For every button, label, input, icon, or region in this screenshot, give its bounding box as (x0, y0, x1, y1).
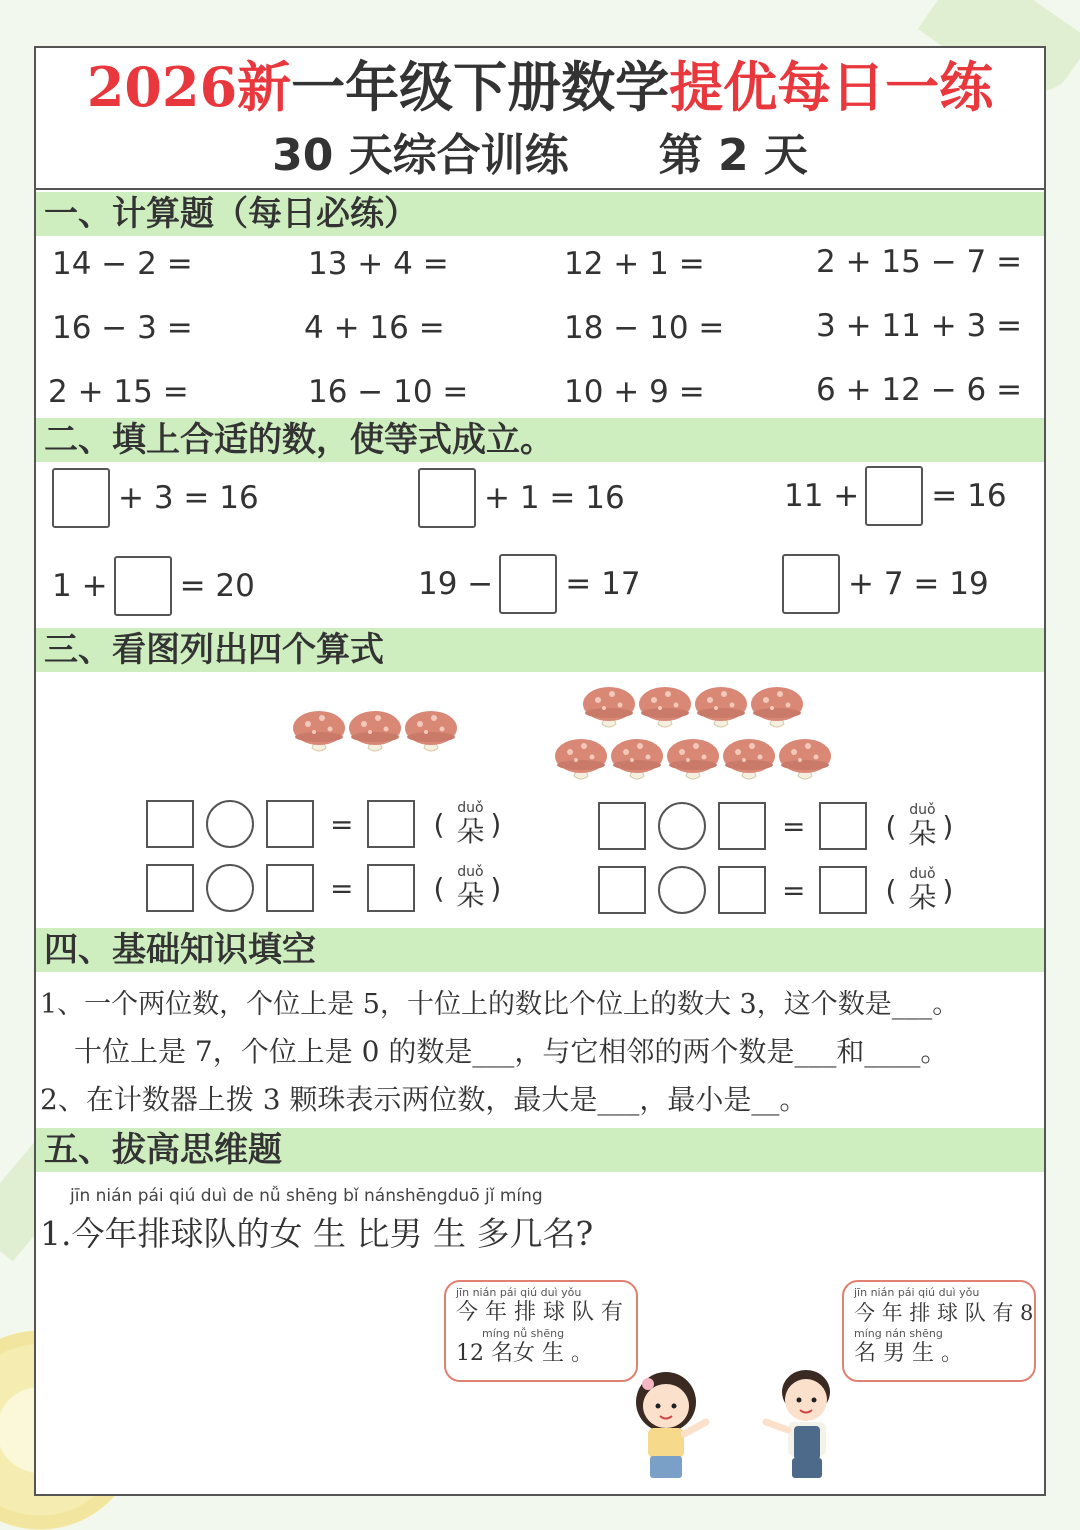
boy-illustration (758, 1364, 848, 1482)
mushroom-icon (292, 704, 346, 758)
page-title (36, 48, 1044, 126)
paren-close: ) (942, 809, 954, 843)
calc-1-2: 13 + 4 = (308, 246, 449, 282)
operator-circle[interactable] (658, 866, 706, 914)
answer-box[interactable] (865, 466, 923, 526)
unit-char: 朵 (456, 815, 485, 848)
calc-2-2: 4 + 16 = (304, 310, 445, 346)
girl-illustration (628, 1370, 718, 1482)
fill-item-1-post: + 3 = 16 (118, 480, 259, 516)
unit-pinyin: duǒ (909, 866, 936, 882)
subtitle-left: 30 天综合训练 (272, 130, 569, 181)
page-subtitle (36, 126, 1044, 186)
number-box[interactable] (146, 800, 194, 848)
unit-label (456, 800, 484, 848)
fill-item-6-post: + 7 = 19 (848, 566, 989, 602)
section3-heading: 三、看图列出四个算式 (36, 628, 1044, 672)
calc-1-1: 14 − 2 = (52, 246, 193, 282)
fill-item-3-post: = 16 (931, 478, 1007, 514)
mushroom-group-right-top (582, 680, 806, 734)
paren-open: ( (885, 809, 897, 843)
fill-blank-line-3: 2、在计数器上拨 3 颗珠表示两位数，最大是___，最小是__。 (40, 1083, 808, 1116)
fill-item-5 (418, 554, 641, 614)
unit-label (456, 864, 484, 912)
mushroom-icon (778, 732, 832, 786)
mushroom-icon (750, 680, 804, 734)
bubble-boy-text-2: 名 男 生 。 (854, 1341, 963, 1366)
bubble-boy-text-1: 今 年 排 球 队 有 8 (854, 1301, 1034, 1325)
unit-char: 朵 (908, 817, 937, 850)
mushroom-icon (694, 680, 748, 734)
equals-sign: = (330, 871, 354, 905)
mushroom-icon (638, 680, 692, 734)
calc-2-1: 16 − 3 = (52, 310, 193, 346)
paren-open: ( (433, 807, 445, 841)
equals-sign: = (782, 873, 806, 907)
paren-close: ) (490, 871, 502, 905)
number-box[interactable] (146, 864, 194, 912)
picture-equation-1 (146, 800, 507, 848)
mushroom-group-right-bottom (554, 732, 834, 786)
operator-circle[interactable] (206, 800, 254, 848)
fill-item-6 (782, 554, 989, 614)
unit-pinyin: duǒ (457, 800, 484, 816)
calc-3-4: 6 + 12 − 6 = (816, 372, 1023, 408)
fill-item-4 (52, 556, 255, 616)
number-box[interactable] (718, 802, 766, 850)
result-box[interactable] (819, 802, 867, 850)
calc-1-4: 2 + 15 − 7 = (816, 244, 1023, 280)
unit-pinyin: duǒ (909, 802, 936, 818)
calc-3-3: 10 + 9 = (564, 374, 705, 410)
unit-label (908, 802, 936, 850)
operator-circle[interactable] (658, 802, 706, 850)
mushroom-icon (610, 732, 664, 786)
calc-3-1: 2 + 15 = (48, 374, 189, 410)
bubble-boy-pinyin-1: jīn nián pái qiú duì yǒu (854, 1286, 980, 1299)
mushroom-icon (554, 732, 608, 786)
mushroom-group-left (292, 704, 460, 758)
section1-heading: 一、计算题（每日必练） (36, 192, 1044, 236)
number-box[interactable] (266, 800, 314, 848)
fill-item-1 (52, 468, 259, 528)
fill-item-5-pre: 19 − (418, 566, 494, 602)
section5-heading: 五、拔高思维题 (36, 1128, 1044, 1172)
worksheet (34, 46, 1046, 1496)
equals-sign: = (330, 807, 354, 841)
fill-item-5-post: = 17 (565, 566, 641, 602)
fill-blank-line-1: 1、一个两位数，个位上是 5，十位上的数比个位上的数大 3，这个数是___。 (40, 989, 960, 1020)
subtitle-right: 第 2 天 (658, 130, 808, 181)
fill-item-3-pre: 11 + (784, 478, 860, 514)
calc-1-3: 12 + 1 = (564, 246, 705, 282)
speech-bubble-boy (842, 1280, 1036, 1382)
calc-3-2: 16 − 10 = (308, 374, 469, 410)
result-box[interactable] (367, 864, 415, 912)
question-pinyin: jīn nián pái qiú duì de nǚ shēng bǐ nánshēngduō jǐ míng (70, 1186, 543, 1206)
fill-item-4-post: = 20 (179, 568, 255, 604)
fill-item-4-pre: 1 + (52, 568, 108, 604)
calc-2-4: 3 + 11 + 3 = (816, 308, 1023, 344)
mushroom-icon (404, 704, 458, 758)
fill-item-2-post: + 1 = 16 (484, 480, 625, 516)
mushroom-icon (722, 732, 776, 786)
mushroom-icon (348, 704, 402, 758)
title-part-2: 一年级下册数学 (291, 55, 670, 119)
bubble-girl-pinyin-2: míng nǚ shēng (482, 1327, 565, 1340)
equals-sign: = (782, 809, 806, 843)
answer-box[interactable] (418, 468, 476, 528)
mushroom-icon (666, 732, 720, 786)
picture-equation-4 (598, 866, 959, 914)
bubble-girl-text-1: 今 年 排 球 队 有 (456, 1300, 623, 1325)
section2-heading: 二、填上合适的数，使等式成立。 (36, 418, 1044, 462)
result-box[interactable] (367, 800, 415, 848)
unit-label (908, 866, 936, 914)
number-box[interactable] (598, 802, 646, 850)
paren-open: ( (885, 873, 897, 907)
question-1: 1.今年排球队的女 生 比男 生 多几名? (40, 1214, 594, 1253)
unit-pinyin: duǒ (457, 864, 484, 880)
mushroom-icon (582, 680, 636, 734)
bubble-boy-pinyin-2: míng nán shēng (854, 1327, 943, 1340)
answer-box[interactable] (52, 468, 110, 528)
answer-box[interactable] (499, 554, 557, 614)
fill-item-2 (418, 468, 625, 528)
fill-blank-line-2: 十位上是 7，个位上是 0 的数是___，与它相邻的两个数是___和____。 (74, 1035, 949, 1068)
picture-equation-2 (146, 864, 507, 912)
bubble-girl-text-2: 12 名女 生 。 (456, 1341, 593, 1366)
result-box[interactable] (819, 866, 867, 914)
number-box[interactable] (718, 866, 766, 914)
paren-open: ( (433, 871, 445, 905)
calc-2-3: 18 − 10 = (564, 310, 725, 346)
title-part-1: 2026新 (86, 55, 292, 119)
operator-circle[interactable] (206, 864, 254, 912)
unit-char: 朵 (456, 879, 485, 912)
section4-heading: 四、基础知识填空 (36, 928, 1044, 972)
number-box[interactable] (598, 866, 646, 914)
bubble-girl-pinyin-1: jīn nián pái qiú duì yǒu (456, 1286, 582, 1299)
paren-close: ) (942, 873, 954, 907)
answer-box[interactable] (114, 556, 172, 616)
paren-close: ) (490, 807, 502, 841)
header-divider (36, 188, 1044, 190)
picture-equation-3 (598, 802, 959, 850)
title-part-3: 提优每日一练 (669, 55, 994, 119)
fill-item-3 (784, 466, 1007, 526)
unit-char: 朵 (908, 881, 937, 914)
number-box[interactable] (266, 864, 314, 912)
answer-box[interactable] (782, 554, 840, 614)
speech-bubble-girl (444, 1280, 638, 1382)
